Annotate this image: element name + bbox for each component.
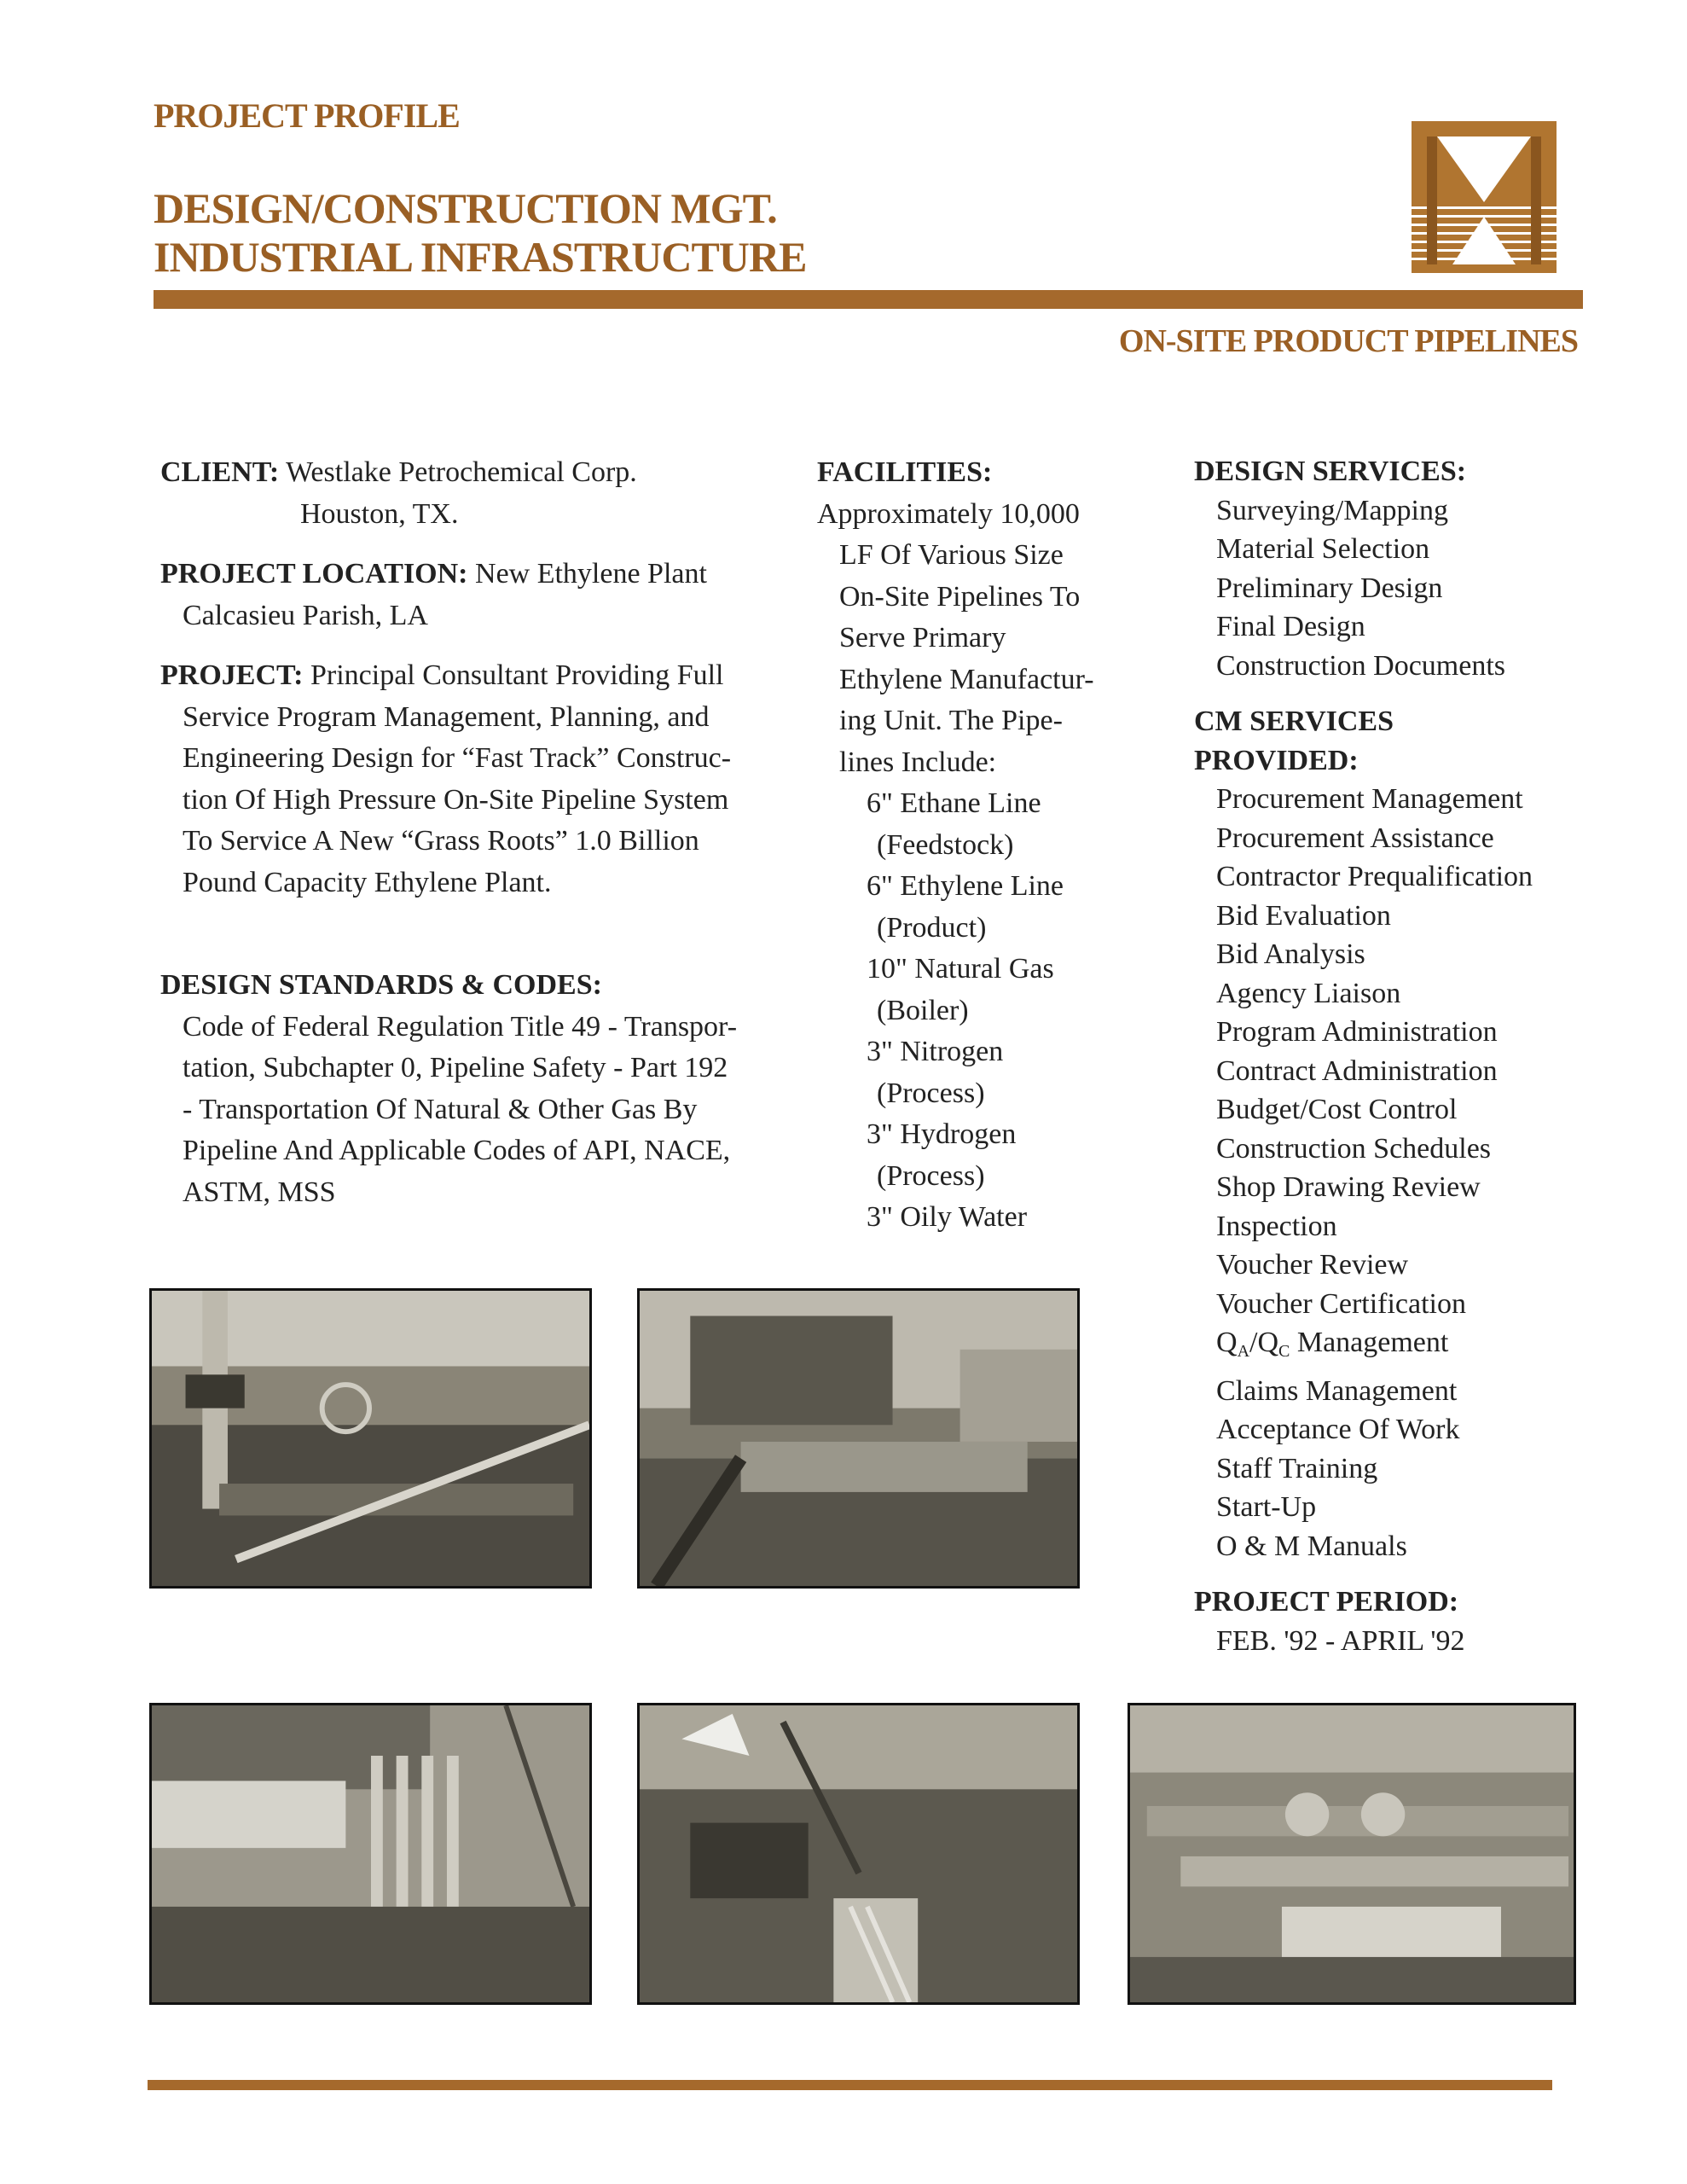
project-label: PROJECT:	[160, 659, 304, 691]
facilities-text-line: Serve Primary	[839, 622, 1006, 653]
pipe-name: 3" Nitrogen	[867, 1036, 1004, 1067]
cm-service-item: O & M Manuals	[1216, 1530, 1407, 1562]
header-rule	[154, 290, 1583, 309]
pipe-name: 6" Ethylene Line	[867, 870, 1064, 902]
cm-service-item: Budget/Cost Control	[1216, 1094, 1458, 1125]
design-service-item: Material Selection	[1216, 533, 1430, 565]
facilities-text-line: lines Include:	[839, 746, 997, 778]
cm-service-item: Staff Training	[1216, 1452, 1378, 1484]
facilities-text-line: On-Site Pipelines To	[839, 580, 1081, 613]
pipe-use: (Product)	[877, 911, 987, 944]
column-facilities	[817, 452, 1150, 1239]
cm-service-item: Voucher Certification	[1216, 1287, 1467, 1320]
standards-text-line: - Transportation Of Natural & Other Gas By	[183, 1093, 698, 1125]
qaqc-q: Q	[1216, 1327, 1238, 1358]
standards-text-line: ASTM, MSS	[183, 1176, 336, 1208]
qaqc-rest: Management	[1290, 1327, 1449, 1358]
period-label: PROJECT PERIOD:	[1194, 1586, 1459, 1618]
project-text-line: Service Program Management, Planning, and	[183, 700, 710, 733]
design-service-item: Final Design	[1216, 611, 1365, 642]
facilities-text-line: Approximately 10,000	[817, 497, 1080, 530]
cm-service-item: Bid Evaluation	[1216, 899, 1391, 932]
pipe-name: 3" Hydrogen	[867, 1118, 1017, 1150]
pipeline-valve-photo	[149, 1288, 592, 1589]
pipe-name: 6" Ethane Line	[867, 787, 1041, 819]
client-city: Houston, TX.	[300, 497, 459, 530]
client-label: CLIENT:	[160, 456, 280, 488]
cm-service-item-qaqc	[1194, 1323, 1638, 1372]
company-monogram-logo	[1412, 121, 1557, 273]
facilities-text-line: LF Of Various Size	[839, 539, 1064, 571]
cm-services-label: CM SERVICES	[1194, 706, 1394, 737]
cm-service-item: Construction Schedules	[1216, 1132, 1492, 1165]
column-services	[1194, 452, 1638, 1660]
page-subtitle: ON-SITE PRODUCT PIPELINES	[1118, 323, 1578, 359]
project-line	[160, 655, 809, 697]
project-text-line: tion Of High Pressure On-Site Pipeline System	[183, 783, 729, 816]
design-service-item: Construction Documents	[1216, 649, 1506, 682]
plant-stacks-photo	[149, 1703, 592, 2005]
standards-text-line: tation, Subchapter 0, Pipeline Safety - Part 192	[183, 1052, 728, 1083]
cm-service-item: Bid Analysis	[1216, 938, 1365, 970]
pipe-name: 3" Oily Water	[867, 1201, 1028, 1233]
facilities-text-line: ing Unit. The Pipe-	[839, 705, 1063, 736]
standards-text-line: Code of Federal Regulation Title 49 - Transpor-	[183, 1010, 738, 1043]
cm-service-item: Procurement Assistance	[1216, 822, 1494, 854]
pipe-use: (Process)	[877, 1077, 985, 1109]
cm-service-item: Voucher Review	[1216, 1249, 1409, 1281]
refinery-trench-photo	[637, 1288, 1080, 1589]
project-text-line: Engineering Design for “Fast Track” Construc-	[183, 742, 732, 774]
location-label: PROJECT LOCATION:	[160, 558, 468, 590]
page-title-line2: INDUSTRIAL INFRASTRUCTURE	[154, 233, 807, 281]
cm-service-item: Claims Management	[1216, 1374, 1458, 1407]
project-text-line: To Service A New “Grass Roots” 1.0 Billion	[183, 825, 699, 857]
standards-label: DESIGN STANDARDS & CODES:	[160, 969, 602, 1001]
footer-rule	[148, 2080, 1552, 2090]
column-client-project	[160, 452, 809, 1213]
location-value: New Ethylene Plant	[475, 558, 707, 590]
facilities-text-line: Ethylene Manufactur-	[839, 663, 1094, 695]
pipe-fittings-photo	[1128, 1703, 1576, 2005]
facilities-label: FACILITIES:	[817, 456, 993, 488]
pipe-use: (Feedstock)	[877, 828, 1014, 861]
profile-label: PROJECT PROFILE	[154, 96, 460, 135]
design-service-item: Surveying/Mapping	[1216, 494, 1448, 526]
pipe-name: 10" Natural Gas	[867, 953, 1054, 985]
cm-service-item: Shop Drawing Review	[1216, 1171, 1481, 1203]
cm-service-item: Start-Up	[1216, 1491, 1317, 1523]
project-text-line: Pound Capacity Ethylene Plant.	[183, 866, 552, 898]
pipe-use: (Process)	[877, 1159, 985, 1192]
cm-service-item: Procurement Management	[1216, 783, 1523, 815]
cm-services-label: PROVIDED:	[1194, 744, 1359, 776]
cm-service-item: Agency Liaison	[1216, 977, 1401, 1009]
location-parish: Calcasieu Parish, LA	[183, 599, 428, 631]
qaqc-sub-a: A	[1237, 1342, 1250, 1361]
cm-service-item: Contract Administration	[1216, 1054, 1498, 1087]
qaqc-q2: /Q	[1249, 1327, 1279, 1358]
location-line	[160, 554, 809, 595]
page-title-line1: DESIGN/CONSTRUCTION MGT.	[154, 184, 777, 232]
standards-text-line: Pipeline And Applicable Codes of API, NACE,	[183, 1135, 731, 1166]
pipe-laying-crane-photo	[637, 1703, 1080, 2005]
design-services-label: DESIGN SERVICES:	[1194, 456, 1467, 487]
cm-service-item: Program Administration	[1216, 1016, 1498, 1048]
project-text: Principal Consultant Providing Full	[310, 659, 724, 691]
cm-service-item: Acceptance Of Work	[1216, 1414, 1460, 1445]
client-name: Westlake Petrochemical Corp.	[286, 456, 637, 488]
qaqc-sub-c: C	[1278, 1342, 1290, 1361]
cm-service-item: Contractor Prequalification	[1216, 861, 1533, 892]
pipe-use: (Boiler)	[877, 994, 969, 1026]
design-service-item: Preliminary Design	[1216, 572, 1443, 604]
period-value: FEB. '92 - APRIL '92	[1216, 1624, 1465, 1657]
cm-service-item: Inspection	[1216, 1210, 1337, 1242]
client-line	[160, 452, 809, 494]
